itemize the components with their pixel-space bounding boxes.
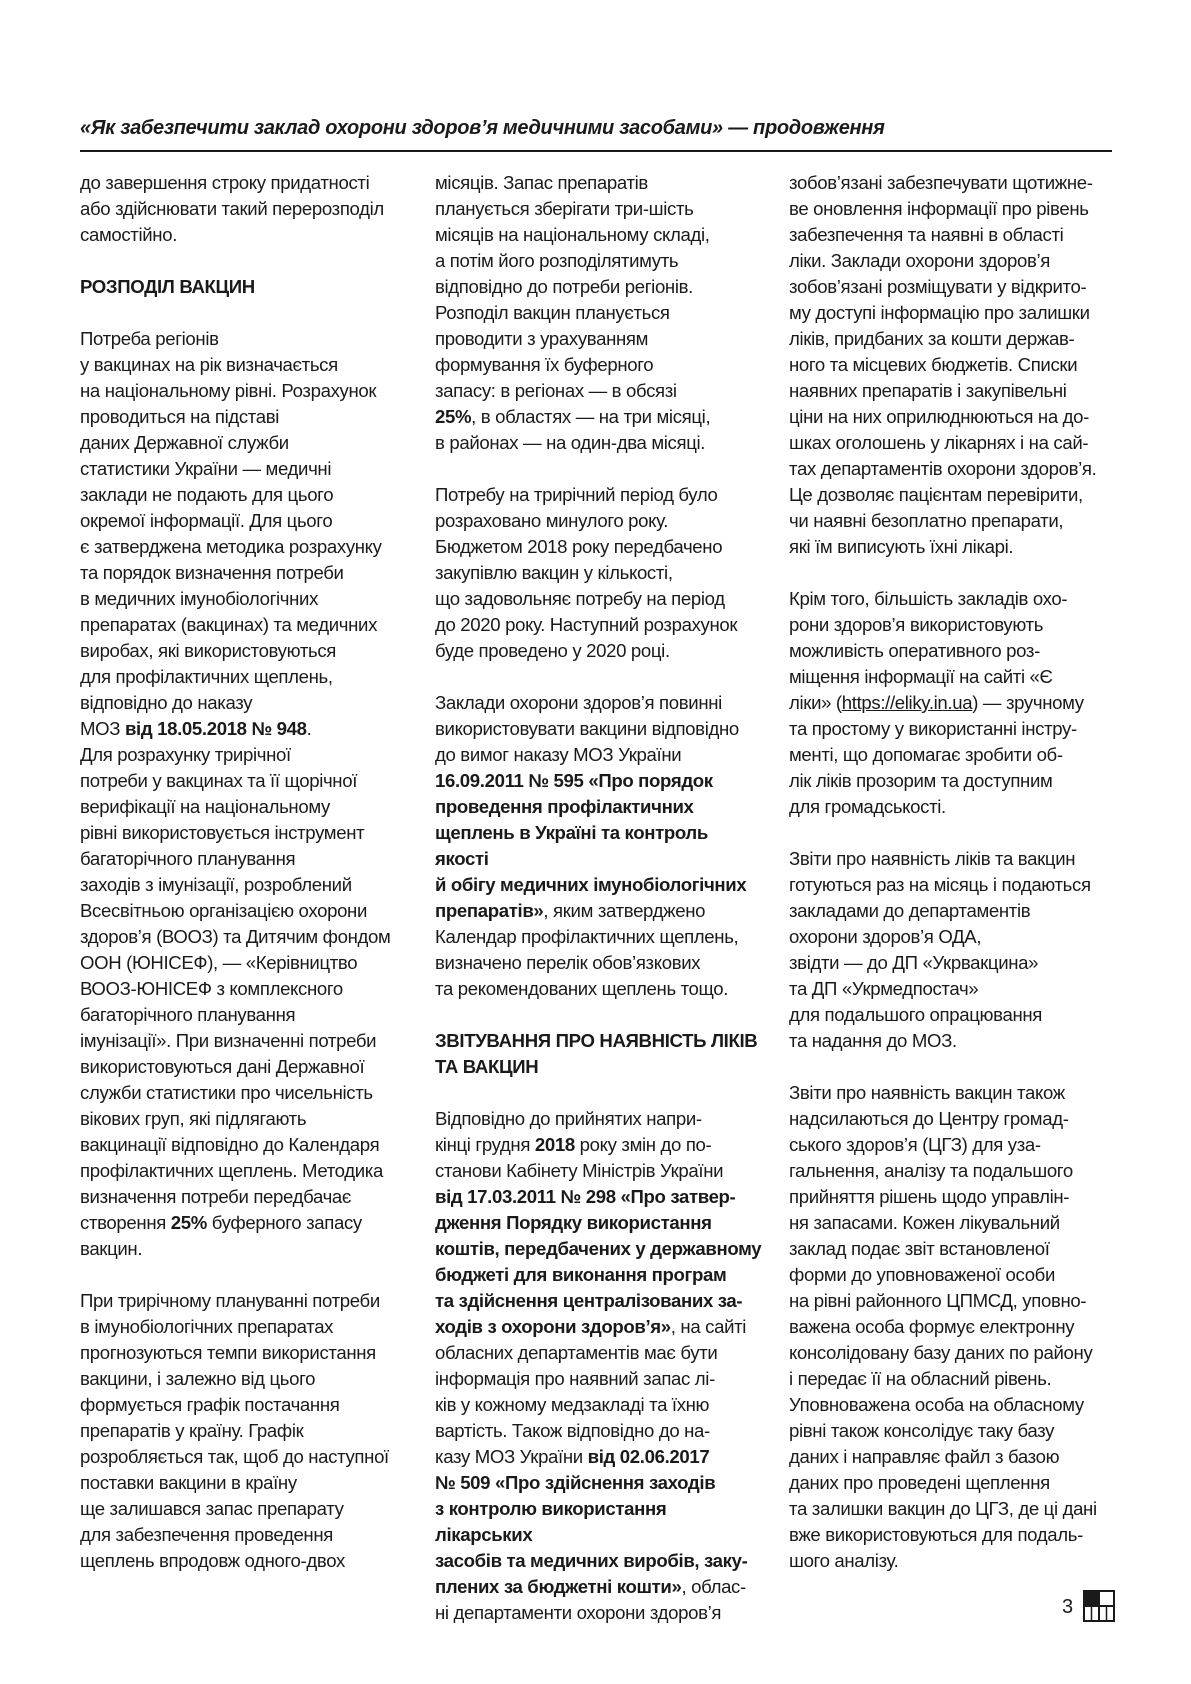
header-rule xyxy=(80,150,1112,152)
grid-square-icon xyxy=(1083,1590,1115,1622)
percentage-highlight: 25% xyxy=(170,1212,207,1233)
order-reference: 16.09.2011 № 595 «Про порядок проведення профілактичних щеплень в Україні та контроль якості й обігу медичних імунобіологічних препаратів» xyxy=(435,770,747,921)
text-run: , в областях — на три місяці, в районах — на один-два місяці. xyxy=(435,406,711,453)
column-3 xyxy=(789,170,1119,1600)
paragraph: до завершення строку придатності або здійснювати такий перерозподіл самостійно. xyxy=(80,172,384,245)
paragraph: Звіти про наявність вакцин також надсилаються до Центру громад- ського здоров’я (ЦГЗ) для уза- гальнення, аналізу та подальшого прийняття рішень щодо управлін- ня запасами. Кожен лікувальний заклад подає звіт встановленої форми до уповноваженої особи на рівні районного ЦПМСД, уповно- важена особа формує електронну консолідовану базу даних по району і передає її на обласний рівень. Уповноважена особа на обласному рівні також консолідує таку базу даних і направляє файл з базою даних про проведені щеплення та залишки вакцин до ЦГЗ, де ці дані вже використовуються для подаль- шого аналізу. xyxy=(789,1082,1097,1571)
text-run: ) — зручному та простому у використанні інстру- менті, що допомагає зробити об- лік ліків прозорим та доступним для громадськості. xyxy=(789,692,1084,817)
eliky-link[interactable]: https://eliky.in.ua xyxy=(841,692,973,713)
page-number: 3 xyxy=(1062,1596,1074,1618)
order-reference: від 18.05.2018 № 948 xyxy=(124,718,307,739)
text-run: , облас- ні департаменти охорони здоров’я xyxy=(435,1576,746,1623)
text-run: місяців. Запас препаратів планується зберігати три-шість місяців на національному складі, а потім його розподілятимуть відповідно до потреби регіонів. Розподіл вакцин планується проводити з урахуванням формування їх буферного запасу: в регіонах — в обсязі xyxy=(435,172,710,401)
text-run: . Для розрахунку трирічної потреби у вакцинах та її щорічної верифікації на національному рівні використовується інструмент багаторічного планування заходів з імунізації, розроблений Всесвітньою організацією охорони здоров’я (ВООЗ) та Дитячим фондом ООН (ЮНІСЕФ), — «Керівництво ВООЗ-ЮНІСЕФ з комплексного багаторічного планування імунізації». При визначенні потреби використовуються дані Державної служби статистики про чисельність вікових груп, які підлягають вакцинації відповідно до Календаря профілактичних щеплень. Методика визначення потреби передбачає створення xyxy=(80,718,391,1233)
paragraph xyxy=(435,690,765,1002)
paragraph: Звіти про наявність ліків та вакцин готуються раз на місяць і подаються закладами до департаментів охорони здоров’я ОДА, звідти — до ДП «Укрвакцина» та ДП «Укрмедпостач» для подальшого опрацювання та надання до МОЗ. xyxy=(789,848,1091,1051)
paragraph: Потребу на трирічний період було розраховано минулого року. Бюджетом 2018 року передбачено закупівлю вакцин у кількості, що задовольняє потребу на період до 2020 року. Наступний розрахунок буде проведено у 2020 році. xyxy=(435,484,738,661)
year-highlight: 2018 xyxy=(534,1134,575,1155)
text-run: , яким затверджено Календар профілактичних щеплень, визначено перелік обов’язкових та рекомендованих щеплень тощо. xyxy=(435,900,739,999)
text-run: , на сайті обласних департаментів має бути інформація про наявний запас лі- ків у кожному медзакладі та їхню вартість. Також відповідно до на- казу МОЗ України xyxy=(435,1316,747,1467)
text-run: Крім того, більшість закладів охо- рони здоров’я використовують можливість оперативного роз- міщення інформації на сайті «Є ліки» ( xyxy=(789,588,1068,713)
column-2 xyxy=(435,170,765,1652)
text-run: буферного запасу вакцин. xyxy=(80,1212,362,1259)
column-1 xyxy=(80,170,410,1600)
paragraph xyxy=(435,170,765,456)
order-reference: від 02.06.2017 № 509 «Про здійснення заходів з контролю використання лікарських засобів та медичних виробів, заку- плених за бюджетні кошти» xyxy=(435,1446,748,1597)
running-header: «Як забезпечити заклад охорони здоров’я медичними засобами» — продовження xyxy=(80,117,885,139)
percentage-highlight: 25% xyxy=(435,406,472,427)
text-run: року змін до по- станови Кабінету Міністрів України xyxy=(435,1134,724,1181)
text-run: Потреба регіонів у вакцинах на рік визначається на національному рівні. Розрахунок проводиться на підставі даних Державної служби статистики України — медичні заклади не подають для цього окремої інформації. Для цього є затверджена методика розрахунку та порядок визначення потреби в медичних імунобіологічних препаратах (вакцинах) та медичних виробах, які використовуються для профілактичних щеплень, відповідно до наказу МОЗ xyxy=(80,328,382,739)
text-run: Заклади охорони здоров’я повинні використовувати вакцини відповідно до вимог наказу МОЗ України xyxy=(435,692,739,765)
section-heading-reporting: ЗВІТУВАННЯ ПРО НАЯВНІСТЬ ЛІКІВ ТА ВАКЦИН xyxy=(435,1030,758,1077)
text-run: Відповідно до прийнятих напри- кінці грудня xyxy=(435,1108,702,1155)
order-reference: від 17.03.2011 № 298 «Про затвер- дження Порядку використання коштів, передбачених у державному бюджеті для виконання програм та здійснення централізованих за- ходів з охорони здоров’я» xyxy=(435,1186,762,1337)
paragraph xyxy=(435,1106,765,1626)
paragraph: зобов’язані забезпечувати щотижне- ве оновлення інформації про рівень забезпечення та наявні в області ліки. Заклади охорони здоров’я зобов’язані розміщувати у відкрито- му доступі інформацію про залишки ліків, придбаних за кошти держав- ного та місцевих бюджетів. Списки наявних препаратів і закупівельні ціни на них оприлюднюються на до- шках оголошень у лікарнях і на сай- тах департаментів охорони здоров’я. Це дозволяє пацієнтам перевірити, чи наявні безоплатно препарати, які їм виписують їхні лікарі. xyxy=(789,172,1097,557)
paragraph xyxy=(789,586,1119,820)
paragraph: При трирічному плануванні потреби в імунобіологічних препаратах прогнозуються темпи використання вакцини, і залежно від цього формується графік постачання препаратів у країну. Графік розробляється так, щоб до наступної поставки вакцини в країну ще залишався запас препарату для забезпечення проведення щеплень впродовж одного-двох xyxy=(80,1290,389,1571)
paragraph xyxy=(80,326,410,1262)
section-heading-vaccine-distribution: РОЗПОДІЛ ВАКЦИН xyxy=(80,276,255,297)
